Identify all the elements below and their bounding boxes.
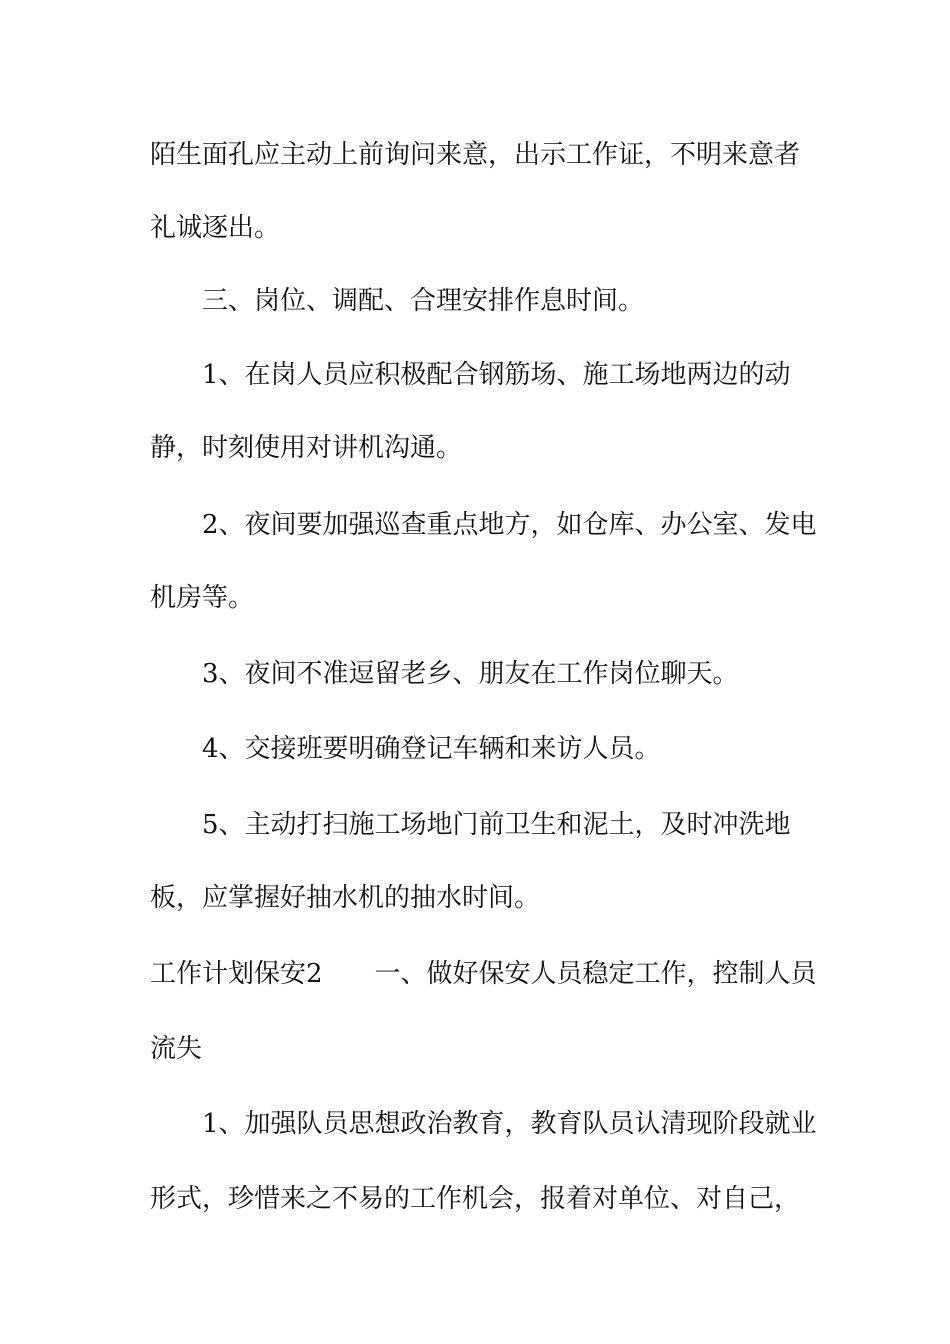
list-item-2-cont: 机房等。 — [150, 583, 255, 613]
plan-title-cont: 流失 — [150, 1034, 203, 1064]
section-heading-3: 三、岗位、调配、合理安排作息时间。 — [202, 286, 645, 316]
text-line-1: 陌生面孔应主动上前询问来意，出示工作证，不明来意者 — [150, 140, 801, 170]
text-line-2: 礼诚逐出。 — [150, 213, 281, 243]
list-item-1-cont: 静，时刻使用对讲机沟通。 — [150, 433, 463, 463]
list-item-3: 3、夜间不准逗留老乡、朋友在工作岗位聊天。 — [202, 659, 739, 689]
list-item-5-cont: 板，应掌握好抽水机的抽水时间。 — [150, 883, 541, 913]
plan-item-1: 1、加强队员思想政治教育，教育队员认清现阶段就业 — [202, 1109, 817, 1139]
plan-title-line: 工作计划保安2 一、做好保安人员稳定工作，控制人员 — [150, 959, 817, 989]
list-item-1: 1、在岗人员应积极配合钢筋场、施工场地两边的动 — [202, 360, 791, 390]
list-item-5: 5、主动打扫施工场地门前卫生和泥土，及时冲洗地 — [202, 810, 791, 840]
plan-item-1-cont: 形式，珍惜来之不易的工作机会，报着对单位、对自己， — [150, 1184, 801, 1214]
list-item-4: 4、交接班要明确登记车辆和来访人员。 — [202, 734, 661, 764]
list-item-2: 2、夜间要加强巡查重点地方，如仓库、办公室、发电 — [202, 510, 817, 540]
